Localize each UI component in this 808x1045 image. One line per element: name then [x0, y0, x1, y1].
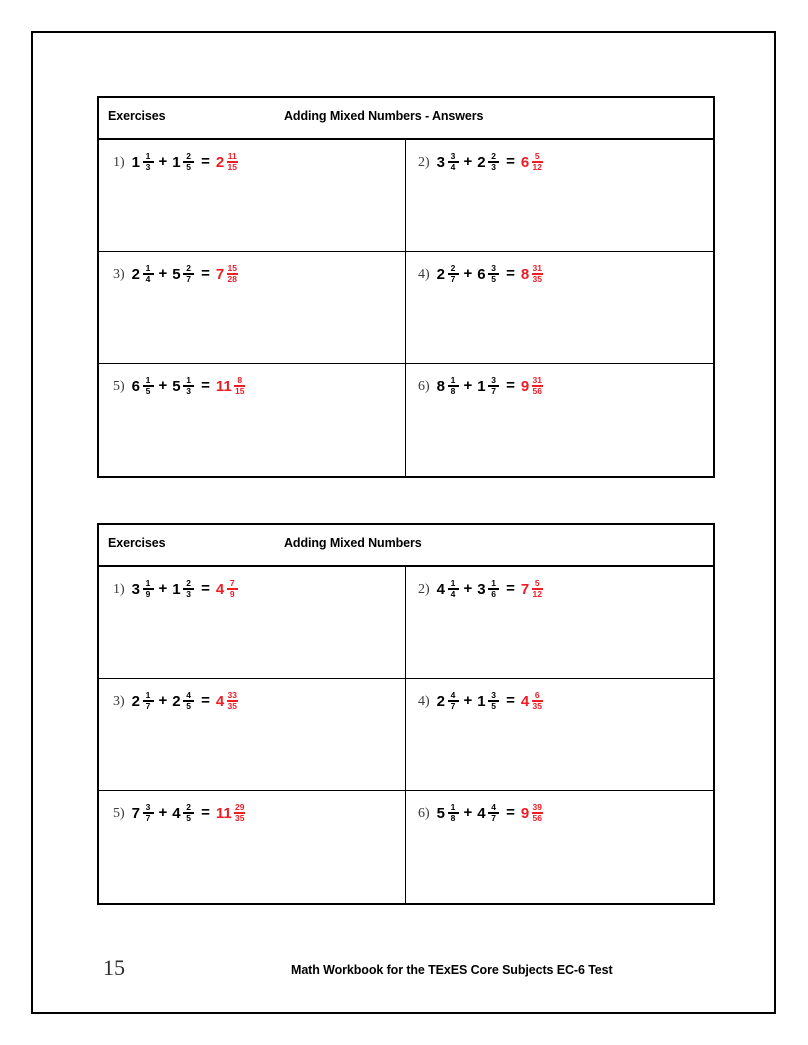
numerator: 15: [227, 263, 237, 273]
equals-sign: =: [506, 377, 515, 394]
denominator: 35: [532, 274, 542, 285]
fraction: [532, 691, 543, 711]
exercise-table-answers: [97, 96, 715, 478]
problem-index: 5): [113, 379, 125, 394]
problem-expression: [113, 691, 238, 711]
operand-mixed-number: [132, 152, 154, 172]
numerator: 39: [532, 802, 542, 812]
numerator: 31: [532, 375, 542, 385]
denominator: 3: [145, 162, 151, 173]
whole-part: 1: [172, 154, 181, 172]
operand-mixed-number: [477, 803, 499, 823]
numerator: 1: [145, 263, 151, 273]
operand-mixed-number: [172, 152, 194, 172]
problem-index: 4): [418, 267, 430, 282]
whole-part: 8: [520, 266, 530, 284]
numerator: 2: [186, 578, 191, 588]
numerator: 2: [186, 263, 191, 273]
operand-mixed-number: [477, 376, 499, 396]
plus-sign: +: [463, 580, 473, 597]
answer-mixed-number: [521, 264, 543, 284]
equals-sign: =: [506, 804, 515, 821]
fraction: [143, 152, 154, 172]
fraction: [532, 803, 543, 823]
fraction: [448, 803, 459, 823]
operand-mixed-number: [437, 376, 459, 396]
equals-sign: =: [201, 580, 210, 597]
plus-sign: +: [158, 580, 168, 597]
plus-sign: +: [158, 265, 168, 282]
numerator: 3: [491, 375, 496, 385]
header-label-exercises: Exercises: [108, 536, 166, 550]
problem-index: 1): [113, 155, 125, 170]
numerator: 1: [186, 375, 191, 385]
problem-expression: [418, 152, 543, 172]
fraction: [227, 691, 238, 711]
numerator: 2: [186, 802, 191, 812]
numerator: 33: [227, 690, 237, 700]
whole-part: 4: [436, 581, 446, 599]
whole-part: 5: [172, 378, 181, 396]
problem-expression: [113, 376, 245, 396]
denominator: 9: [145, 589, 151, 600]
problem-expression: [113, 264, 238, 284]
operand-mixed-number: [437, 691, 459, 711]
whole-part: 7: [215, 266, 225, 284]
answer-mixed-number: [216, 803, 245, 823]
answer-mixed-number: [521, 579, 543, 599]
answer-mixed-number: [216, 152, 238, 172]
answer-mixed-number: [521, 691, 543, 711]
fraction: [143, 691, 154, 711]
whole-part: 1: [172, 581, 181, 599]
fraction: [448, 152, 459, 172]
problem-expression: [418, 803, 543, 823]
problem-index: 1): [113, 582, 125, 597]
operand-mixed-number: [132, 264, 154, 284]
exercise-table-practice: [97, 523, 715, 905]
fraction: [532, 579, 543, 599]
header-title-practice: Adding Mixed Numbers: [284, 536, 422, 550]
denominator: 5: [186, 162, 191, 173]
whole-part: 9: [520, 805, 530, 823]
equals-sign: =: [201, 804, 210, 821]
fraction: [183, 152, 194, 172]
numerator: 3: [145, 802, 151, 812]
whole-part: 5: [172, 266, 181, 284]
denominator: 6: [491, 589, 496, 600]
worksheet-page: [31, 31, 776, 1014]
header-label-exercises: Exercises: [108, 109, 166, 123]
denominator: 7: [186, 274, 191, 285]
denominator: 7: [145, 813, 151, 824]
operand-mixed-number: [172, 376, 194, 396]
problem-cell[interactable]: [406, 567, 713, 679]
equals-sign: =: [506, 153, 515, 170]
whole-part: 6: [477, 266, 486, 284]
answer-mixed-number: [521, 803, 543, 823]
fraction: [227, 152, 238, 172]
whole-part: 4: [477, 805, 486, 823]
problem-cell[interactable]: [406, 140, 713, 252]
answer-mixed-number: [521, 376, 543, 396]
denominator: 5: [491, 701, 496, 712]
problem-cell[interactable]: [406, 252, 713, 364]
fraction: [143, 579, 154, 599]
operand-mixed-number: [477, 264, 499, 284]
numerator: 3: [450, 151, 456, 161]
whole-part: 6: [131, 378, 141, 396]
page-footer: [33, 955, 774, 995]
whole-part: 2: [172, 693, 181, 711]
fraction: [488, 376, 499, 396]
answer-mixed-number: [521, 152, 543, 172]
numerator: 6: [534, 690, 540, 700]
whole-part: 4: [172, 805, 181, 823]
denominator: 5: [186, 701, 191, 712]
plus-sign: +: [463, 153, 473, 170]
whole-part: 3: [131, 581, 141, 599]
problem-cell[interactable]: [406, 791, 713, 903]
operand-mixed-number: [132, 579, 154, 599]
whole-part: 3: [477, 581, 486, 599]
problem-grid-practice: [99, 567, 713, 903]
operand-mixed-number: [172, 264, 194, 284]
numerator: 1: [145, 151, 151, 161]
problem-index: 2): [418, 155, 430, 170]
numerator: 1: [450, 802, 456, 812]
denominator: 5: [491, 274, 496, 285]
fraction: [488, 579, 499, 599]
problem-cell[interactable]: [406, 679, 713, 791]
equals-sign: =: [201, 265, 210, 282]
table-header-practice: [99, 525, 713, 567]
equals-sign: =: [506, 692, 515, 709]
denominator: 7: [145, 701, 151, 712]
whole-part: 1: [131, 154, 141, 172]
denominator: 3: [186, 386, 191, 397]
whole-part: 4: [520, 693, 530, 711]
fraction: [448, 691, 459, 711]
operand-mixed-number: [172, 803, 194, 823]
denominator: 7: [491, 813, 496, 824]
whole-part: 7: [520, 581, 530, 599]
equals-sign: =: [506, 580, 515, 597]
problem-expression: [113, 579, 238, 599]
fraction: [488, 264, 499, 284]
numerator: 8: [237, 375, 243, 385]
whole-part: 8: [436, 378, 446, 396]
numerator: 1: [145, 578, 151, 588]
problem-expression: [113, 803, 245, 823]
denominator: 56: [532, 813, 542, 824]
fraction: [183, 264, 194, 284]
numerator: 11: [227, 151, 237, 161]
problem-index: 3): [113, 267, 125, 282]
equals-sign: =: [201, 153, 210, 170]
whole-part: 7: [131, 805, 141, 823]
fraction: [448, 579, 459, 599]
denominator: 9: [229, 589, 235, 600]
operand-mixed-number: [132, 691, 154, 711]
denominator: 4: [145, 274, 151, 285]
numerator: 1: [450, 578, 456, 588]
problem-expression: [418, 264, 543, 284]
fraction: [488, 152, 499, 172]
plus-sign: +: [158, 377, 168, 394]
denominator: 15: [227, 162, 237, 173]
numerator: 3: [491, 263, 496, 273]
whole-part: 2: [215, 154, 225, 172]
operand-mixed-number: [437, 803, 459, 823]
numerator: 29: [235, 802, 245, 812]
problem-expression: [418, 376, 543, 396]
denominator: 12: [532, 162, 542, 173]
fraction: [488, 803, 499, 823]
plus-sign: +: [463, 804, 473, 821]
problem-index: 3): [113, 694, 125, 709]
whole-part: 2: [131, 266, 141, 284]
problem-expression: [113, 152, 238, 172]
fraction: [532, 264, 543, 284]
plus-sign: +: [158, 153, 168, 170]
denominator: 56: [532, 386, 542, 397]
fraction: [183, 376, 194, 396]
equals-sign: =: [201, 377, 210, 394]
equals-sign: =: [201, 692, 210, 709]
whole-part: 3: [436, 154, 446, 172]
problem-cell[interactable]: [99, 252, 406, 364]
problem-cell[interactable]: [99, 140, 406, 252]
operand-mixed-number: [132, 803, 154, 823]
denominator: 35: [227, 701, 237, 712]
answer-mixed-number: [216, 691, 238, 711]
numerator: 4: [186, 690, 191, 700]
operand-mixed-number: [437, 264, 459, 284]
operand-mixed-number: [477, 152, 499, 172]
page-number: 15: [103, 955, 125, 980]
plus-sign: +: [463, 265, 473, 282]
problem-cell[interactable]: [99, 791, 406, 903]
footer-title: Math Workbook for the TExES Core Subjects EC-6 Test: [291, 963, 613, 977]
numerator: 3: [491, 690, 496, 700]
numerator: 1: [145, 690, 151, 700]
denominator: 8: [450, 813, 456, 824]
denominator: 12: [532, 589, 542, 600]
whole-part: 4: [215, 693, 225, 711]
numerator: 2: [450, 263, 456, 273]
operand-mixed-number: [132, 376, 154, 396]
whole-part: 2: [131, 693, 141, 711]
denominator: 35: [235, 813, 245, 824]
fraction: [143, 376, 154, 396]
problem-index: 2): [418, 582, 430, 597]
fraction: [448, 376, 459, 396]
problem-cell[interactable]: [99, 364, 406, 476]
fraction: [227, 579, 238, 599]
numerator: 1: [491, 578, 496, 588]
plus-sign: +: [463, 692, 473, 709]
numerator: 4: [491, 802, 496, 812]
fraction: [143, 264, 154, 284]
whole-part: 2: [436, 266, 446, 284]
whole-part: 11: [215, 805, 232, 823]
problem-cell[interactable]: [99, 679, 406, 791]
numerator: 2: [186, 151, 191, 161]
numerator: 2: [491, 151, 496, 161]
whole-part: 2: [436, 693, 446, 711]
numerator: 7: [229, 578, 235, 588]
denominator: 3: [491, 162, 496, 173]
numerator: 1: [450, 375, 456, 385]
numerator: 31: [532, 263, 542, 273]
table-header-answers: [99, 98, 713, 140]
whole-part: 1: [477, 378, 486, 396]
fraction: [234, 803, 245, 823]
operand-mixed-number: [172, 691, 194, 711]
fraction: [234, 376, 245, 396]
problem-index: 6): [418, 806, 430, 821]
problem-expression: [418, 579, 543, 599]
whole-part: 11: [215, 378, 232, 396]
denominator: 35: [532, 701, 542, 712]
numerator: 1: [145, 375, 151, 385]
whole-part: 4: [215, 581, 225, 599]
denominator: 15: [235, 386, 245, 397]
denominator: 8: [450, 386, 456, 397]
answer-mixed-number: [216, 579, 238, 599]
numerator: 5: [534, 151, 540, 161]
denominator: 4: [450, 162, 456, 173]
fraction: [532, 376, 543, 396]
fraction: [448, 264, 459, 284]
operand-mixed-number: [172, 579, 194, 599]
denominator: 7: [450, 701, 456, 712]
denominator: 3: [186, 589, 191, 600]
denominator: 5: [186, 813, 191, 824]
fraction: [183, 691, 194, 711]
fraction: [532, 152, 543, 172]
plus-sign: +: [158, 692, 168, 709]
operand-mixed-number: [437, 579, 459, 599]
equals-sign: =: [506, 265, 515, 282]
fraction: [183, 803, 194, 823]
fraction: [488, 691, 499, 711]
numerator: 5: [534, 578, 540, 588]
problem-index: 6): [418, 379, 430, 394]
denominator: 7: [491, 386, 496, 397]
denominator: 7: [450, 274, 456, 285]
problem-cell[interactable]: [99, 567, 406, 679]
header-title-answers: Adding Mixed Numbers - Answers: [284, 109, 484, 123]
denominator: 5: [145, 386, 151, 397]
problem-expression: [418, 691, 543, 711]
whole-part: 2: [477, 154, 486, 172]
answer-mixed-number: [216, 264, 238, 284]
denominator: 4: [450, 589, 456, 600]
problem-cell[interactable]: [406, 364, 713, 476]
operand-mixed-number: [477, 579, 499, 599]
answer-mixed-number: [216, 376, 245, 396]
fraction: [143, 803, 154, 823]
whole-part: 6: [520, 154, 530, 172]
problem-index: 4): [418, 694, 430, 709]
problem-grid-answers: [99, 140, 713, 476]
plus-sign: +: [463, 377, 473, 394]
whole-part: 5: [436, 805, 446, 823]
whole-part: 1: [477, 693, 486, 711]
numerator: 4: [450, 690, 456, 700]
operand-mixed-number: [477, 691, 499, 711]
operand-mixed-number: [437, 152, 459, 172]
problem-index: 5): [113, 806, 125, 821]
denominator: 28: [227, 274, 237, 285]
whole-part: 9: [520, 378, 530, 396]
fraction: [227, 264, 238, 284]
fraction: [183, 579, 194, 599]
plus-sign: +: [158, 804, 168, 821]
